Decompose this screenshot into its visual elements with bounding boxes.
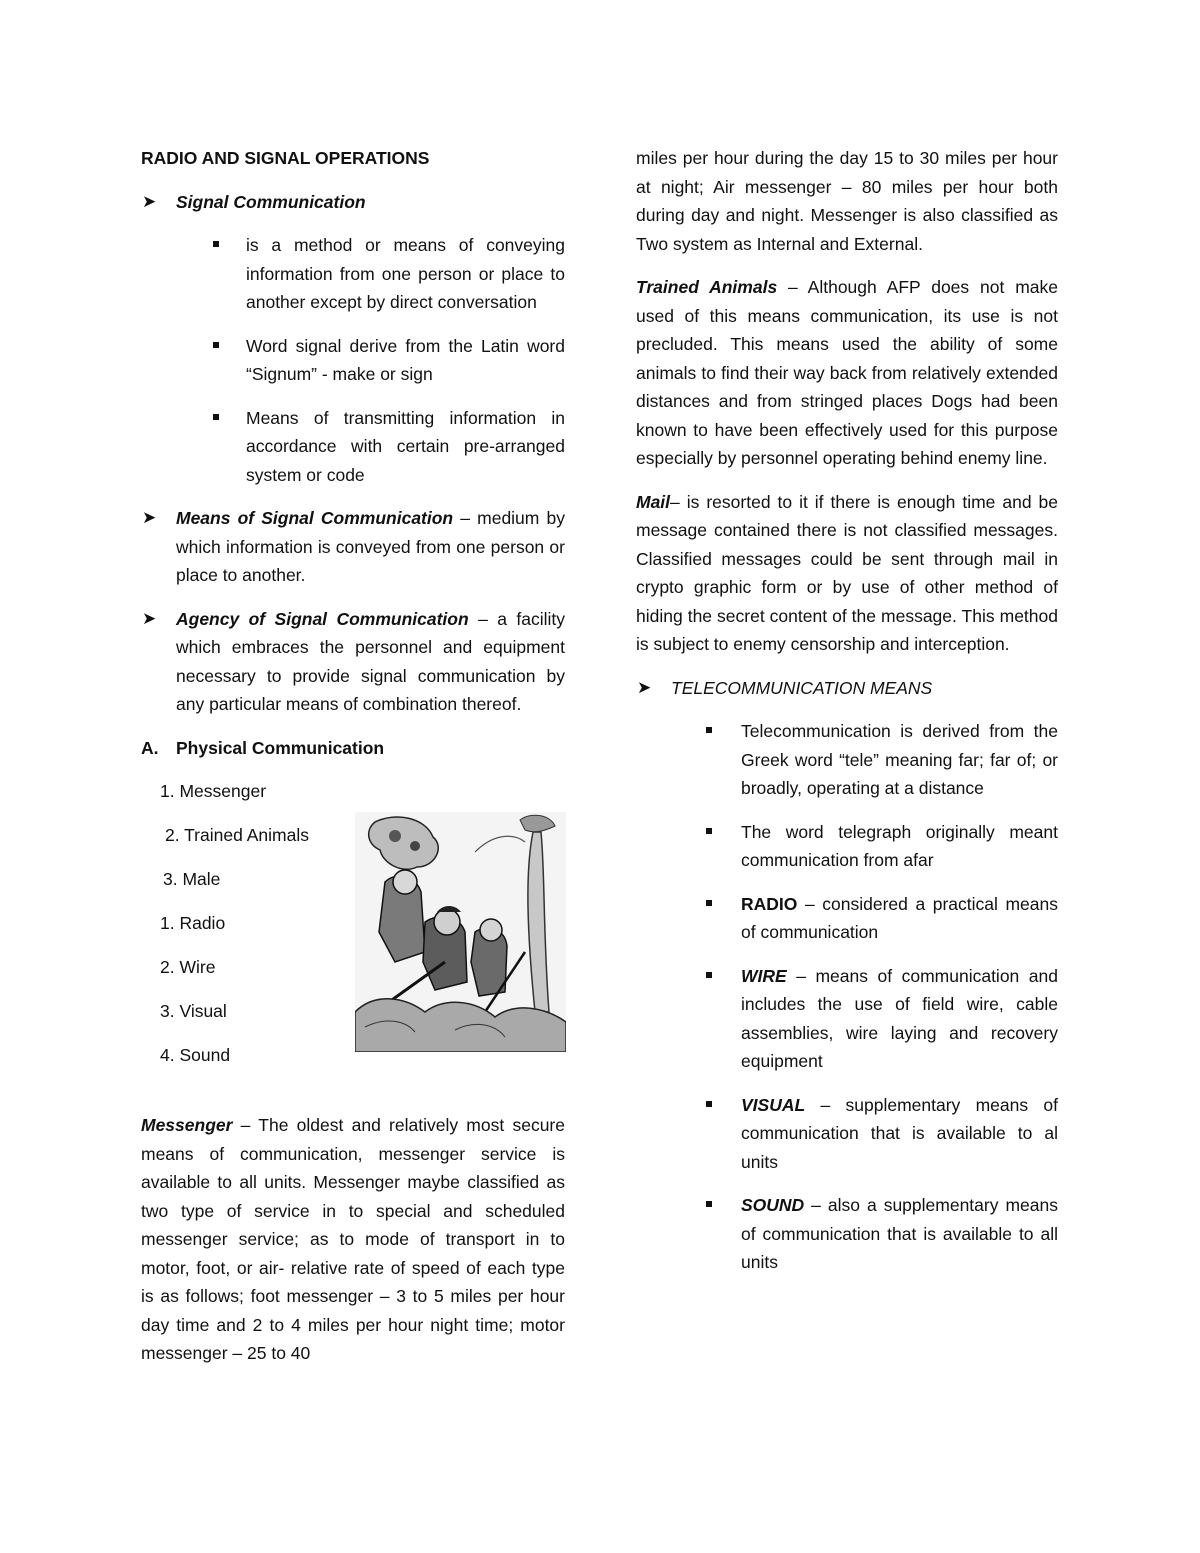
square-bullet-icon xyxy=(706,1101,712,1107)
list-item: 1. Radio xyxy=(160,913,226,933)
agency-definition: ➤ Agency of Signal Communication – a facility which embraces the personnel and equipment necessary to provide signal communication by any particular means of combination thereof. xyxy=(141,605,565,719)
list-item: 2. Wire xyxy=(160,957,216,977)
list-item: RADIO – considered a practical means of communication xyxy=(636,890,1058,947)
trained-animals-paragraph: Trained Animals – Although AFP does not make used of this means communication, its use is not precluded. This means used the ability of some animals to find their way back from relatively extended distances and from stringed places Dogs had been known to have been effectively used for this purpose especially by personnel operating behind enemy line. xyxy=(636,277,1058,468)
physical-communication-list xyxy=(141,777,565,1101)
list-item: 2. Trained Animals xyxy=(165,825,309,845)
list-item: SOUND – also a supplementary means of communication that is available to all units xyxy=(636,1191,1058,1277)
page-title: RADIO AND SIGNAL OPERATIONS xyxy=(141,148,430,168)
mail-paragraph: Mail– is resorted to it if there is enough time and be message contained there is not classified messages. Classified messages could be sent through mail in crypto graphic form or by use of other method of hiding the secret content of the message. This method is subject to enemy censorship and interception. xyxy=(636,491,1058,654)
list-item: VISUAL – supplementary means of communication that is available to al units xyxy=(636,1091,1058,1177)
right-column xyxy=(636,144,1058,1292)
telecommunication-section xyxy=(636,674,1058,703)
list-item: WIRE – means of communication and includes the use of field wire, cable assemblies, wire laying and recovery equipment xyxy=(636,962,1058,1076)
means-definition: ➤ Means of Signal Communication – medium by which information is conveyed from one person or place to another. xyxy=(141,504,565,590)
list-item: 4. Sound xyxy=(160,1045,231,1065)
left-column xyxy=(141,144,565,1383)
list-item: Word signal derive from the Latin word “Signum” - make or sign xyxy=(141,332,565,389)
soldiers-illustration xyxy=(355,812,566,1052)
square-bullet-icon xyxy=(213,241,219,247)
square-bullet-icon xyxy=(706,900,712,906)
square-bullet-icon xyxy=(706,828,712,834)
messenger-paragraph-continued: miles per hour during the day 15 to 30 miles per hour at night; Air messenger – 80 miles per hour both during day and night. Messenger is also classified as Two system as Internal and External. xyxy=(636,148,1058,254)
list-item: Telecommunication is derived from the Greek word “tele” meaning far; far of; or broadly, operating at a distance xyxy=(636,717,1058,803)
signal-communication-section xyxy=(141,188,565,217)
square-bullet-icon xyxy=(706,727,712,733)
arrowhead-bullet-icon: ➤ xyxy=(142,608,157,628)
telecommunication-heading: TELECOMMUNICATION MEANS xyxy=(671,677,933,698)
square-bullet-icon xyxy=(706,1201,712,1207)
list-item: 3. Visual xyxy=(160,1001,227,1021)
square-bullet-icon xyxy=(213,414,219,420)
messenger-paragraph: Messenger – The oldest and relatively most secure means of communication, messenger service is available to all units. Messenger maybe classified as two type of service in to special and scheduled messenger service; as to mode of transport in to motor, foot, or air- relative rate of speed of each type is as follows; foot messenger – 3 to 5 miles per hour day time and 2 to 4 miles per hour night time; motor messenger – 25 to 40 xyxy=(141,1115,565,1363)
signal-communication-heading: Signal Communication xyxy=(176,191,366,212)
list-item: 1. Messenger xyxy=(160,781,267,801)
square-bullet-icon xyxy=(213,342,219,348)
list-item: The word telegraph originally meant communication from afar xyxy=(636,818,1058,875)
arrowhead-bullet-icon: ➤ xyxy=(142,191,157,211)
physical-communication-heading: A. Physical Communication xyxy=(141,737,385,758)
square-bullet-icon xyxy=(706,972,712,978)
list-item: Means of transmitting information in accordance with certain pre-arranged system or code xyxy=(141,404,565,490)
arrowhead-bullet-icon: ➤ xyxy=(142,508,157,527)
arrowhead-bullet-icon: ➤ xyxy=(637,677,652,697)
list-item: 3. Male xyxy=(163,869,221,889)
list-item: is a method or means of conveying information from one person or place to another except by direct conversation xyxy=(141,231,565,317)
